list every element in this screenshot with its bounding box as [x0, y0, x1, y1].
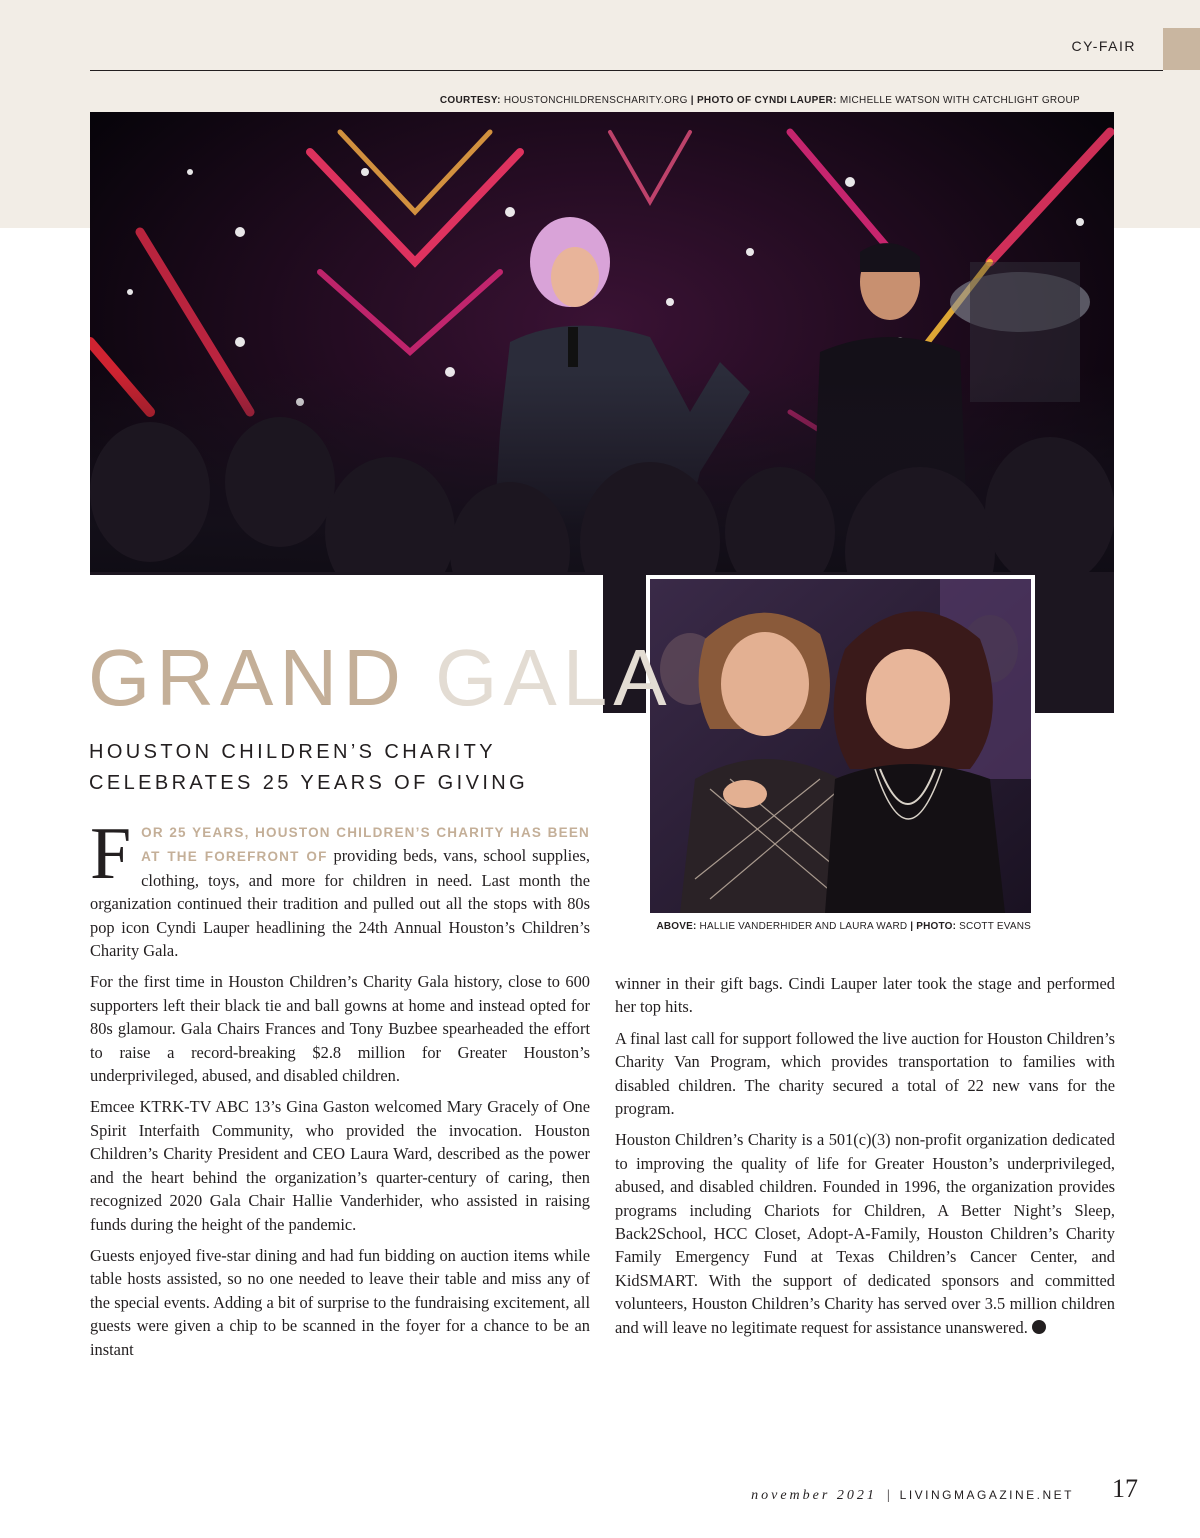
- page-number: 17: [1112, 1474, 1138, 1503]
- footer: [751, 1488, 1074, 1504]
- caption-photo-label: PHOTO:: [916, 921, 957, 932]
- credit-courtesy-label: COURTESY:: [439, 95, 501, 106]
- lead-text: providing beds, vans, school supplies, clothing, toys, and more for children in need. Last month the organization continued their tradition and pulled out all the stops with 80s pop icon Cyndi Lauper headlining the 24th Annual Houston’s Children’s Charity Gala.: [90, 846, 590, 961]
- article-paragraph-lead: [90, 813, 590, 962]
- article-paragraph-final: [615, 1128, 1115, 1339]
- section-tab: [1163, 28, 1200, 70]
- subtitle: [89, 737, 589, 799]
- credit-separator: |: [687, 95, 697, 106]
- footer-site: LIVINGMAGAZINE.NET: [899, 1488, 1074, 1502]
- article-column-left: [90, 813, 590, 1369]
- caption-above-label: ABOVE:: [656, 921, 697, 932]
- end-mark-icon: [1032, 1320, 1046, 1334]
- page-title: [88, 633, 673, 722]
- drop-cap: F: [90, 813, 132, 895]
- credit-photo-value: MICHELLE WATSON WITH CATCHLIGHT GROUP: [839, 95, 1080, 106]
- inset-photo: [646, 575, 1035, 917]
- caption-separator: |: [907, 921, 917, 932]
- subtitle-line-2: CELEBRATES 25 YEARS OF GIVING: [89, 772, 529, 794]
- final-text: Houston Children’s Charity is a 501(c)(3) non-profit organization dedicated to improving the quality of life for Greater Houston’s underprivileged, abused, and disabled children. Founded in 1996, the organization provides programs including Chariots for Children, A Better Night’s Sleep, Back2School, HCC Closet, Adopt-A-Family, Houston Children’s Charity Family Emergency Fund at Texas Children’s Cancer Center, and KidSMART. With the support of dedicated sponsors and committed volunteers, Houston Children’s Charity has served over 3.5 million children and will leave no legitimate request for assistance unanswered.: [615, 1130, 1115, 1337]
- article-paragraph: A final last call for support followed the live auction for Houston Children’s Charity Van Program, which provides transportation to families with disabled children. The charity secured a total of 22 new vans for the program.: [615, 1028, 1115, 1119]
- credit-courtesy-value: HOUSTONCHILDRENSCHARITY.ORG: [503, 95, 688, 106]
- caption-above-value: HALLIE VANDERHIDER AND LAURA WARD: [699, 921, 908, 932]
- article-paragraph: winner in their gift bags. Cindi Lauper later took the stage and performed her top hits.: [615, 974, 1115, 1017]
- lead-caps: OR 25 YEARS, HOUSTON CHILDREN’S CHARITY HAS BEEN AT THE FOREFRONT OF: [141, 825, 590, 865]
- subtitle-line-1: HOUSTON CHILDREN’S CHARITY: [89, 741, 496, 763]
- article-paragraph: Guests enjoyed five-star dining and had fun bidding on auction items while table hosts assisted, so no one needed to leave their table and miss any of the special events. Adding a bit of surprise to the fundraising excitement, all guests were given a chip to be scanned in the foyer for a chance to be an instant: [90, 1245, 590, 1359]
- credit-photo-label: PHOTO OF CYNDI LAUPER:: [696, 95, 837, 106]
- two-women-portrait-image: [650, 579, 1031, 913]
- caption-photo-value: SCOTT EVANS: [959, 921, 1031, 932]
- title-word-grand: GRAND: [88, 633, 407, 722]
- footer-month: november 2021: [751, 1488, 877, 1503]
- inset-caption: [600, 921, 1031, 932]
- title-word-gala: GALA: [435, 633, 673, 722]
- article-paragraph: For the first time in Houston Children’s Charity Gala history, close to 600 supporters left their black tie and ball gowns at home and instead opted for 80s glamour. Gala Chairs Frances and Tony Buzbee spearheaded the effort to raise a record-breaking $2.8 million for Greater Houston’s underprivileged, abused, and disabled children.: [90, 972, 590, 1086]
- section-label: CY-FAIR: [1071, 38, 1136, 54]
- section-rule: [90, 70, 1163, 71]
- article-column-right: [615, 972, 1115, 1347]
- footer-separator: |: [886, 1488, 890, 1503]
- photo-credit: [90, 95, 1080, 106]
- article-paragraph: Emcee KTRK-TV ABC 13’s Gina Gaston welcomed Mary Gracely of One Spirit Interfaith Community, who provided the invocation. Houston Children’s Charity President and CEO Laura Ward, described as the power and the heart behind the organization’s quarter-century of caring, then recognized 2020 Gala Chair Hallie Vanderhider, who assisted in raising funds during the height of the pandemic.: [90, 1097, 590, 1234]
